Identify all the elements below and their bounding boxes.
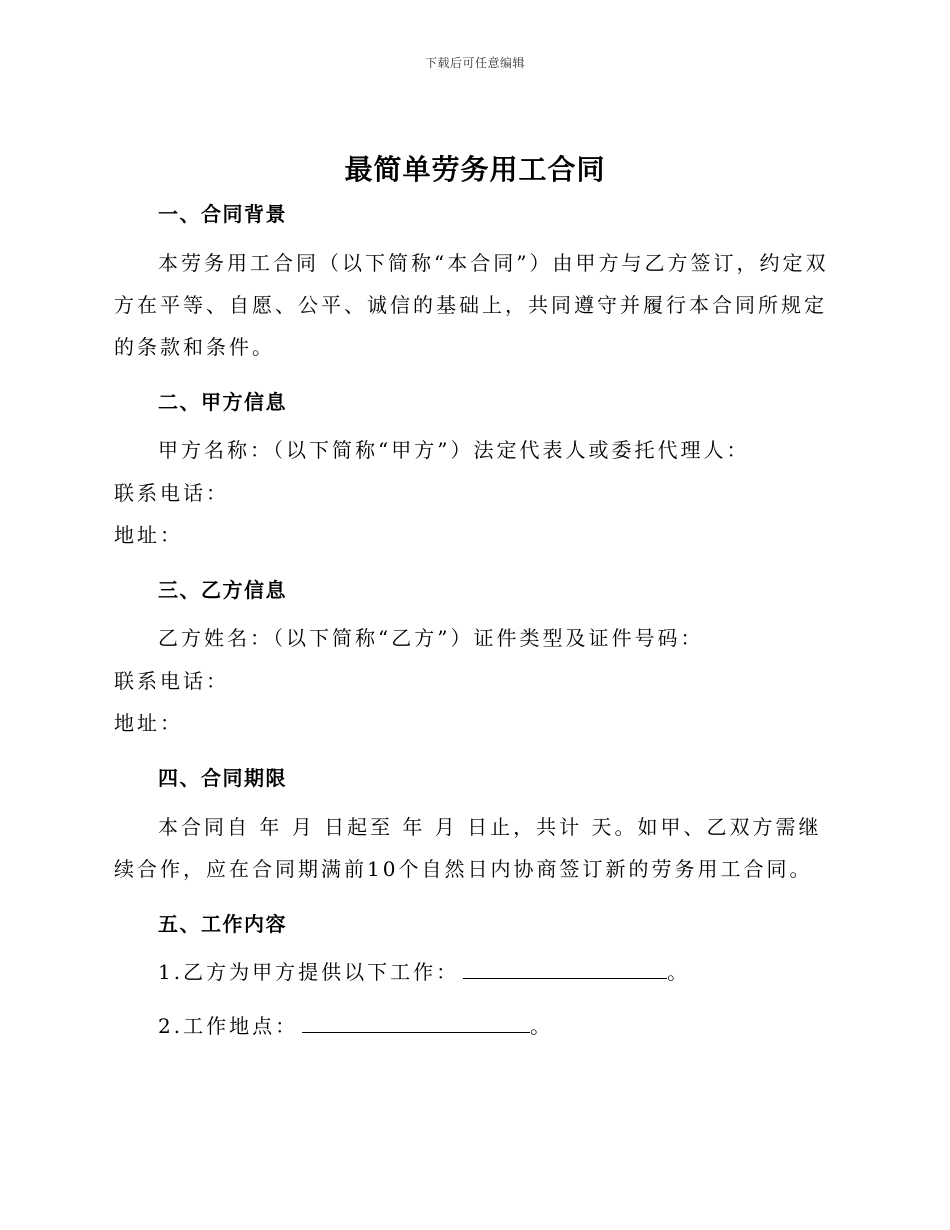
document-title: 最简单劳务用工合同 xyxy=(344,153,606,186)
work-item-1-blank-line xyxy=(463,958,667,979)
work-item-1-end: 。 xyxy=(667,960,691,984)
section-paragraph-term: 本合同自 年 月 日起至 年 月 日止，共计 天。如甲、乙双方需继续合作，应在合同期满前10个自然日内协商签订新的劳务用工合同。 xyxy=(114,815,822,881)
section-heading-background: 一、合同背景 xyxy=(158,202,287,226)
section-paragraph-background: 本劳务用工合同（以下简称“本合同”）由甲方与乙方签订，约定双方在平等、自愿、公平、诚信的基础上，共同遵守并履行本合同所规定的条款和条件。 xyxy=(114,251,829,359)
work-item-2-label: 2.工作地点： xyxy=(158,1014,299,1038)
work-item-2-blank-line xyxy=(302,1012,530,1033)
party-b-address: 地址： xyxy=(114,711,183,735)
party-b-name-line: 乙方姓名：（以下简称“乙方”）证件类型及证件号码： xyxy=(158,626,704,650)
section-heading-party-a: 二、甲方信息 xyxy=(158,390,287,414)
work-item-2-end: 。 xyxy=(530,1014,554,1038)
party-a-name-line: 甲方名称：（以下简称“甲方”）法定代表人或委托代理人： xyxy=(158,438,750,462)
section-heading-party-b: 三、乙方信息 xyxy=(158,578,287,602)
work-item-2 xyxy=(158,1012,553,1040)
page-header-note: 下载后可任意编辑 xyxy=(424,56,525,70)
party-a-phone: 联系电话： xyxy=(114,481,229,505)
work-item-1 xyxy=(158,958,690,986)
section-heading-work-content: 五、工作内容 xyxy=(158,912,287,936)
party-a-address: 地址： xyxy=(114,523,183,547)
section-heading-term: 四、合同期限 xyxy=(158,766,287,790)
work-item-1-label: 1.乙方为甲方提供以下工作： xyxy=(158,960,460,984)
party-b-phone: 联系电话： xyxy=(114,669,229,693)
